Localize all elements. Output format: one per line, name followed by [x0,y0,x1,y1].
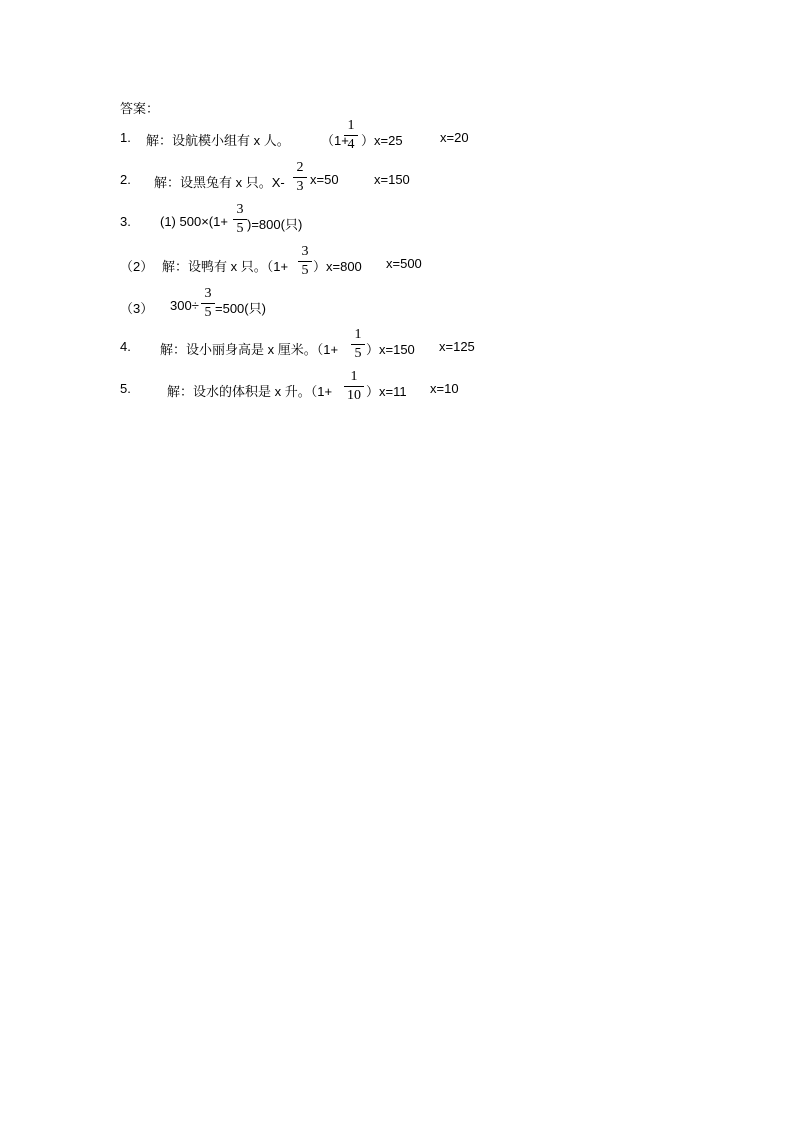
item-text: 解：设小丽身高是 x 厘米。（1+ [160,342,339,357]
fraction-denominator: 10 [347,388,361,403]
fraction-bar [344,135,358,136]
fraction-numerator: 1 [350,369,358,384]
equation-prefix: （1+ [321,133,349,148]
item-number: （2） [120,259,154,274]
item-text: 解：设黑兔有 x 只。X- [154,175,285,190]
fraction-numerator: 2 [296,160,304,175]
item-answer: x=125 [439,339,475,354]
fraction [344,118,358,153]
fraction-numerator: 3 [301,244,309,259]
answer-title: 答案： [120,101,160,116]
fraction-denominator: 4 [347,137,355,152]
fraction-bar [293,177,307,178]
fraction-denominator: 5 [236,221,244,236]
equation-suffix: ）x=11 [366,384,407,399]
item-text: 解：设鸭有 x 只。（1+ [162,259,289,274]
equation-suffix: ）x=800 [313,259,362,274]
fraction-denominator: 3 [296,179,304,194]
item-text: 解：设水的体积是 x 升。（1+ [167,384,333,399]
fraction [344,369,364,404]
fraction [298,244,312,279]
fraction-bar [344,386,364,387]
item-answer: x=500 [386,256,422,271]
item-number: 5. [120,381,131,396]
fraction-denominator: 5 [354,346,362,361]
fraction [351,327,365,362]
fraction-bar [298,261,312,262]
equation-suffix: x=50 [310,172,339,187]
item-number: 1. [120,130,131,145]
item-answer: x=150 [374,172,410,187]
fraction-numerator: 1 [354,327,362,342]
item-text: (1) 500×(1+ [160,214,228,229]
fraction [293,160,307,195]
equation-suffix: )=800(只) [247,217,303,232]
item-number: 4. [120,339,131,354]
fraction [201,286,215,321]
equation-suffix: =500(只) [215,301,266,316]
fraction-denominator: 5 [301,263,309,278]
fraction [233,202,247,237]
fraction-bar [201,303,215,304]
item-number: 2. [120,172,131,187]
item-number: （3） [120,301,154,316]
item-answer: x=10 [430,381,459,396]
fraction-numerator: 3 [204,286,212,301]
equation-suffix: ）x=25 [361,133,403,148]
fraction-bar [351,344,365,345]
fraction-denominator: 5 [204,305,212,320]
fraction-numerator: 3 [236,202,244,217]
item-text: 300÷ [170,298,199,313]
equation-suffix: ）x=150 [366,342,415,357]
item-number: 3. [120,214,131,229]
item-text: 解：设航模小组有 x 人。 [146,133,290,148]
fraction-numerator: 1 [347,118,355,133]
fraction-bar [233,219,247,220]
item-answer: x=20 [440,130,469,145]
